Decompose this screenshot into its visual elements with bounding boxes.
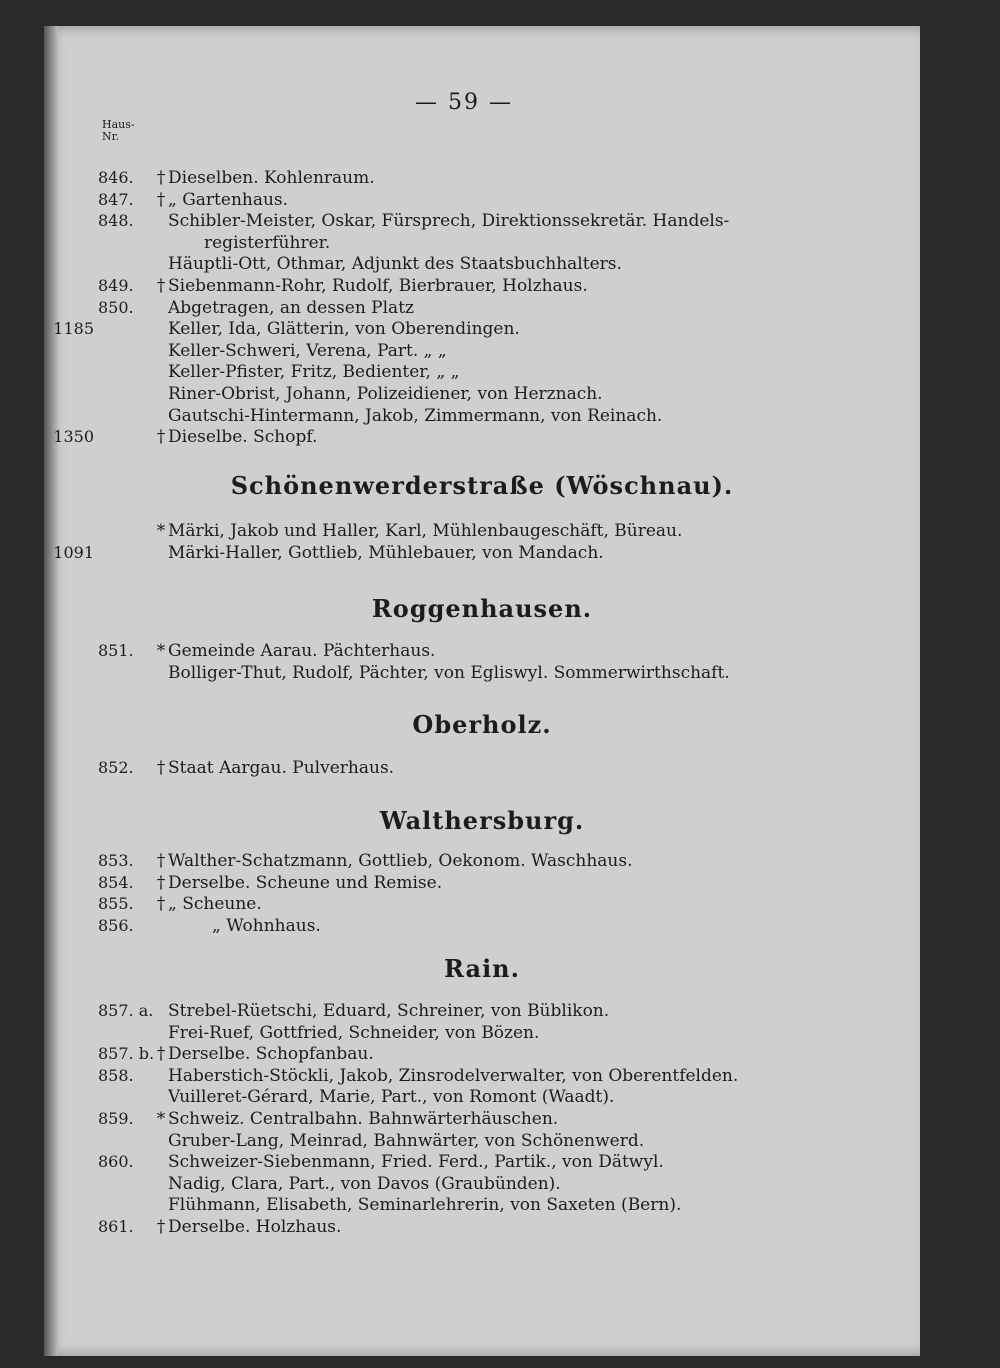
entry-line [44, 1022, 920, 1044]
entry-mark: * [156, 1109, 166, 1129]
entry-line [44, 542, 920, 564]
entry-text: Schweizer-Siebenmann, Fried. Ferd., Partik., von Dätwyl. [168, 1152, 664, 1173]
entry-line [44, 1216, 920, 1238]
entry-line [44, 189, 920, 211]
entry-mark: † [156, 1217, 166, 1237]
entry-text: Keller-Pfister, Fritz, Bedienter, „ „ [168, 362, 460, 383]
entry-text: Bolliger-Thut, Rudolf, Pächter, von Egliswyl. Sommerwirthschaft. [168, 662, 730, 683]
section-heading: Oberholz. [412, 710, 552, 739]
entry-mark: † [156, 1044, 166, 1065]
entry-text: Keller, Ida, Glätterin, von Oberendingen. [168, 319, 520, 340]
entry-mark: * [156, 521, 166, 541]
entry-text: Keller-Schweri, Verena, Part. „ „ [168, 340, 447, 361]
house-number: 847. [98, 189, 134, 209]
entry-mark: † [156, 168, 166, 188]
entry-line [44, 1065, 920, 1087]
entry-text: Derselbe. Schopfanbau. [168, 1044, 374, 1065]
entry-line [44, 297, 920, 319]
document-page [44, 26, 920, 1356]
entry-text: Flühmann, Elisabeth, Seminarlehrerin, von Saxeten (Bern). [168, 1195, 682, 1216]
entry-line [44, 318, 920, 340]
entry-text: Haberstich-Stöckli, Jakob, Zinsrodelverwalter, von Oberentfelden. [168, 1065, 739, 1086]
entry-line [44, 1151, 920, 1173]
entry-text: Walther-Schatzmann, Gottlieb, Oekonom. Waschhaus. [168, 851, 633, 871]
entry-text: Riner-Obrist, Johann, Polizeidiener, von Herznach. [168, 384, 603, 404]
entry-text: Vuilleret-Gérard, Marie, Part., von Romont (Waadt). [168, 1087, 615, 1108]
entry-line [44, 1043, 920, 1065]
entry-line [44, 1173, 920, 1195]
house-number: 848. [98, 211, 134, 231]
entry-text: registerführer. [204, 232, 331, 253]
section-heading: Rain. [444, 954, 520, 983]
house-number: 846. [98, 168, 134, 187]
entry-text: Abgetragen, an dessen Platz [168, 297, 414, 318]
entry-mark: † [156, 427, 166, 448]
house-number: 861. [98, 1217, 134, 1236]
page-number: — 59 — [415, 90, 513, 115]
entry-mark: † [156, 872, 166, 893]
house-number: 852. [98, 758, 134, 777]
entry-text: Märki, Jakob und Haller, Karl, Mühlenbaugeschäft, Büreau. [168, 521, 683, 541]
entry-mark: † [156, 189, 166, 210]
entry-line [44, 1130, 920, 1152]
entry-line [44, 640, 920, 662]
entry-text: Dieselben. Kohlenraum. [168, 168, 375, 188]
entry-line [44, 520, 920, 542]
entry-line [44, 167, 920, 189]
entry-text: Märki-Haller, Gottlieb, Mühlebauer, von Mandach. [168, 542, 604, 563]
entry-text: Dieselbe. Schopf. [168, 427, 318, 448]
left-number: 1350 [53, 427, 94, 447]
entry-line [44, 1086, 920, 1108]
entry-text: Nadig, Clara, Part., von Davos (Graubünden). [168, 1173, 561, 1194]
entry-text: Frei-Ruef, Gottfried, Schneider, von Bözen. [168, 1022, 540, 1043]
entry-mark: † [156, 276, 166, 296]
entry-line [44, 662, 920, 684]
entry-mark: † [156, 758, 166, 778]
entry-text: „ Gartenhaus. [168, 189, 289, 210]
entry-text: „ Scheune. [168, 894, 262, 915]
entry-line [44, 1000, 920, 1022]
entry-line [44, 872, 920, 894]
entry-mark: * [156, 641, 166, 661]
left-number: 1185 [53, 319, 94, 339]
entry-line [44, 915, 920, 937]
house-number: 854. [98, 872, 134, 892]
entry-line [44, 1108, 920, 1130]
entry-line [44, 405, 920, 427]
house-number: 860. [98, 1152, 134, 1172]
entry-line [44, 757, 920, 779]
house-number: 849. [98, 276, 134, 295]
house-number: 856. [98, 915, 134, 935]
entry-line [44, 340, 920, 362]
house-number: 859. [98, 1109, 134, 1128]
entry-line [44, 383, 920, 405]
entry-text: Gemeinde Aarau. Pächterhaus. [168, 641, 436, 661]
entry-text: „ Wohnhaus. [212, 915, 321, 936]
entry-text: Derselbe. Scheune und Remise. [168, 872, 443, 893]
house-number: 855. [98, 894, 134, 914]
haus-number-label: Haus-Nr. [102, 118, 135, 143]
entry-text: Siebenmann-Rohr, Rudolf, Bierbrauer, Holzhaus. [168, 276, 588, 296]
entry-text: Staat Aargau. Pulverhaus. [168, 758, 395, 778]
entry-text: Schibler-Meister, Oskar, Fürsprech, Direktionssekretär. Handels- [168, 211, 730, 232]
entry-line [44, 232, 920, 254]
entry-text: Gautschi-Hintermann, Jakob, Zimmermann, von Reinach. [168, 405, 663, 426]
entry-mark: † [156, 851, 166, 871]
entry-line [44, 253, 920, 275]
entry-line [44, 275, 920, 297]
entry-line [44, 893, 920, 915]
section-heading: Walthersburg. [379, 806, 585, 835]
house-number: 857. b. [98, 1044, 155, 1064]
section-heading: Schönenwerderstraße (Wöschnau). [230, 471, 734, 500]
house-number: 857. a. [98, 1001, 154, 1020]
entry-text: Strebel-Rüetschi, Eduard, Schreiner, von Büblikon. [168, 1001, 610, 1021]
entry-line [44, 361, 920, 383]
entry-line [44, 1194, 920, 1216]
entry-line [44, 850, 920, 872]
left-number: 1091 [53, 542, 94, 562]
entry-text: Derselbe. Holzhaus. [168, 1217, 342, 1237]
entry-text: Häuptli-Ott, Othmar, Adjunkt des Staatsbuchhalters. [168, 254, 622, 275]
house-number: 853. [98, 851, 134, 870]
house-number: 850. [98, 297, 134, 317]
entry-line [44, 426, 920, 448]
section-heading: Roggenhausen. [371, 594, 593, 623]
entry-text: Schweiz. Centralbahn. Bahnwärterhäuschen. [168, 1109, 559, 1129]
entry-line [44, 210, 920, 232]
house-number: 851. [98, 641, 134, 660]
entry-mark: † [156, 894, 166, 915]
entry-text: Gruber-Lang, Meinrad, Bahnwärter, von Schönenwerd. [168, 1130, 645, 1151]
house-number: 858. [98, 1065, 134, 1085]
